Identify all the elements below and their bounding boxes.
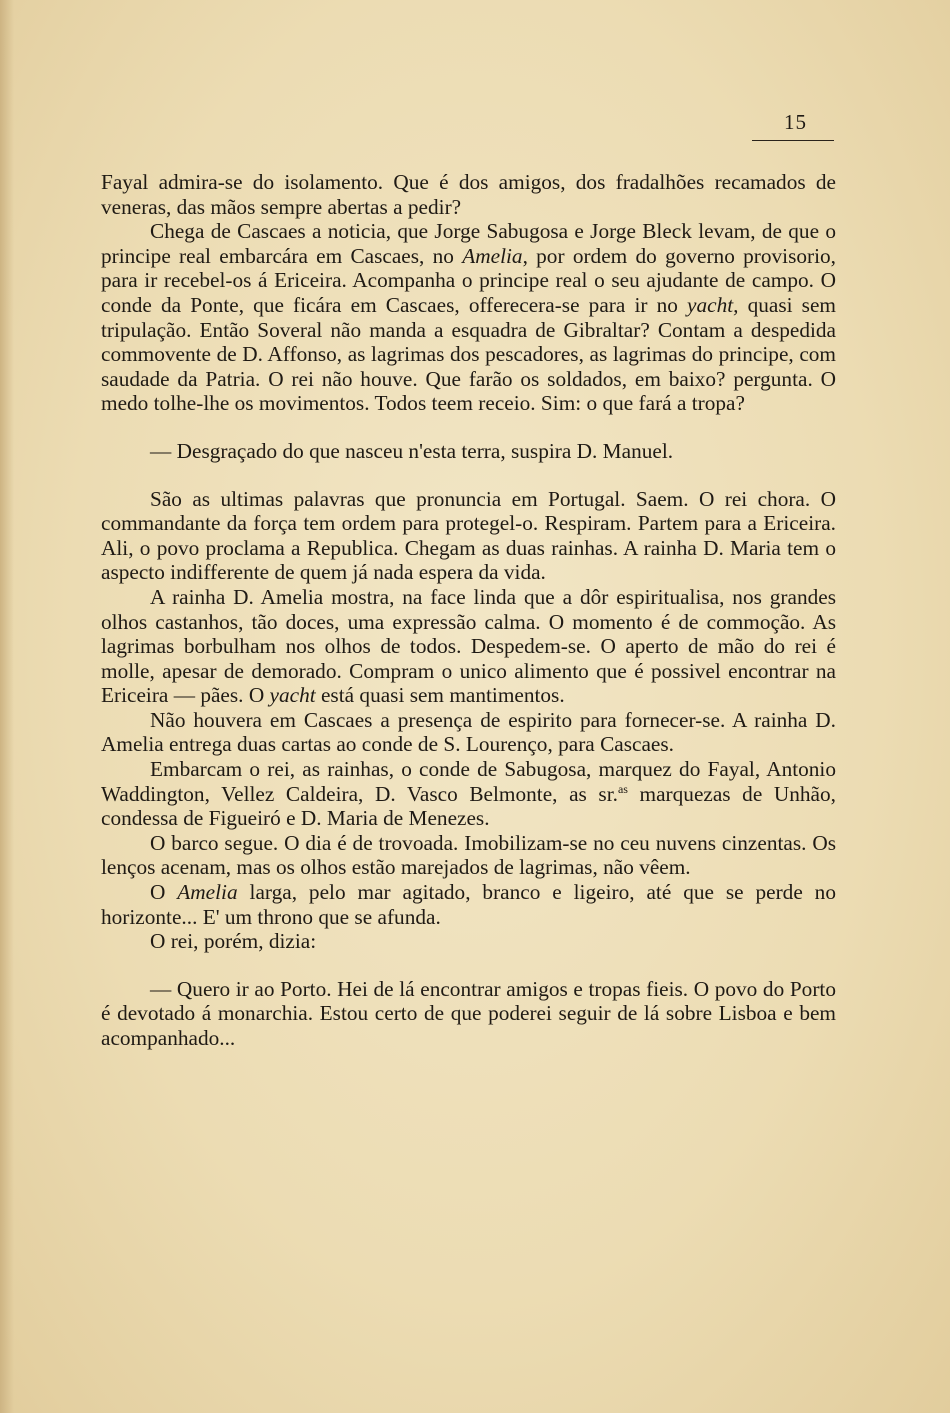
paragraph-5: Não houvera em Cascaes a presença de espirito para fornecer-se. A rainha D. Amelia entrega duas cartas ao conde de S. Lourenço, para Cascaes. <box>101 707 836 757</box>
superscript-as: as <box>617 781 628 796</box>
paragraph-4: A rainha D. Amelia mostra, na face linda que a dôr espiritualisa, nos grandes olhos castanhos, tão doces, uma expressão calma. O momento é de commoção. As lagrimas borbulham nos olhos de todos. Despedem-se. O aperto de mão do rei é molle, apesar de demorado. Compram o unico alimento que é possivel encontrar na Ericeira — pães. O yacht está quasi sem mantimentos. <box>101 584 836 708</box>
paragraph-2: Chega de Cascaes a noticia, que Jorge Sabugosa e Jorge Bleck levam, de que o principe real embarcára em Cascaes, no Amelia, por ordem do governo provisorio, para ir recebel-os á Ericeira. Acompanha o principe real o seu ajudante de campo. O conde da Ponte, que ficára em Cascaes, offerecera-se para ir no yacht, quasi sem tripulação. Então Soveral não manda a esquadra de Gibraltar? Contam a despedida commovente de D. Affonso, as lagrimas dos pescadores, as lagrimas do principe, com saudade da Patria. O rei não houve. Que farão os soldados, em baixo? pergunta. O medo tolhe-lhe os movimentos. Todos teem receio. Sim: o que fará a tropa? <box>101 219 837 416</box>
header-rule <box>752 140 834 141</box>
page-binding-edge <box>0 0 14 1413</box>
dialogue-line-2: — Quero ir ao Porto. Hei de lá encontrar amigos e tropas fieis. O povo do Porto é devotado á monarchia. Estou certo de que poderei seguir de lá sobre Lisboa e bem acompanhado... <box>101 976 836 1050</box>
page-number: 15 <box>784 110 807 134</box>
paragraph-7: O barco segue. O dia é de trovoada. Imobilizam-se no ceu nuvens cinzentas. Os lenços acenam, mas os olhos estão marejados de lagrimas, não vêem. <box>101 830 836 880</box>
yacht-word-2: yacht <box>269 683 316 708</box>
ship-name: Amelia <box>462 243 523 268</box>
dialogue-line-1: — Desgraçado do que nasceu n'esta terra, suspira D. Manuel. <box>150 438 674 463</box>
paragraph-3: São as ultimas palavras que pronuncia em Portugal. Saem. O rei chora. O commandante da força tem ordem para protegel-o. Respiram. Partem para a Ericeira. Ali, o povo proclama a Republica. Chegam as duas rainhas. A rainha D. Maria tem o aspecto indifferente de quem já nada espera da vida. <box>101 486 836 585</box>
body-text <box>101 170 836 1051</box>
paragraph-1: Fayal admira-se do isolamento. Que é dos amigos, dos fradalhões recamados de veneras, das mãos sempre abertas a pedir? <box>101 170 836 219</box>
paragraph-6: Embarcam o rei, as rainhas, o conde de Sabugosa, marquez do Fayal, Antonio Waddington, Vellez Caldeira, D. Vasco Belmonte, as sr.$^{as}$ marquezas de Unhão, condessa de Figueiró e D. Maria de Menezes. <box>101 757 836 831</box>
paragraph-9: O rei, porém, dizia: <box>150 929 317 954</box>
ship-name-2: Amelia <box>177 880 238 905</box>
yacht-word: yacht, <box>687 292 739 317</box>
paragraph-8: O Amelia larga, pelo mar agitado, branco e ligeiro, até que se perde no horizonte... E' um throno que se afunda. <box>101 880 836 929</box>
